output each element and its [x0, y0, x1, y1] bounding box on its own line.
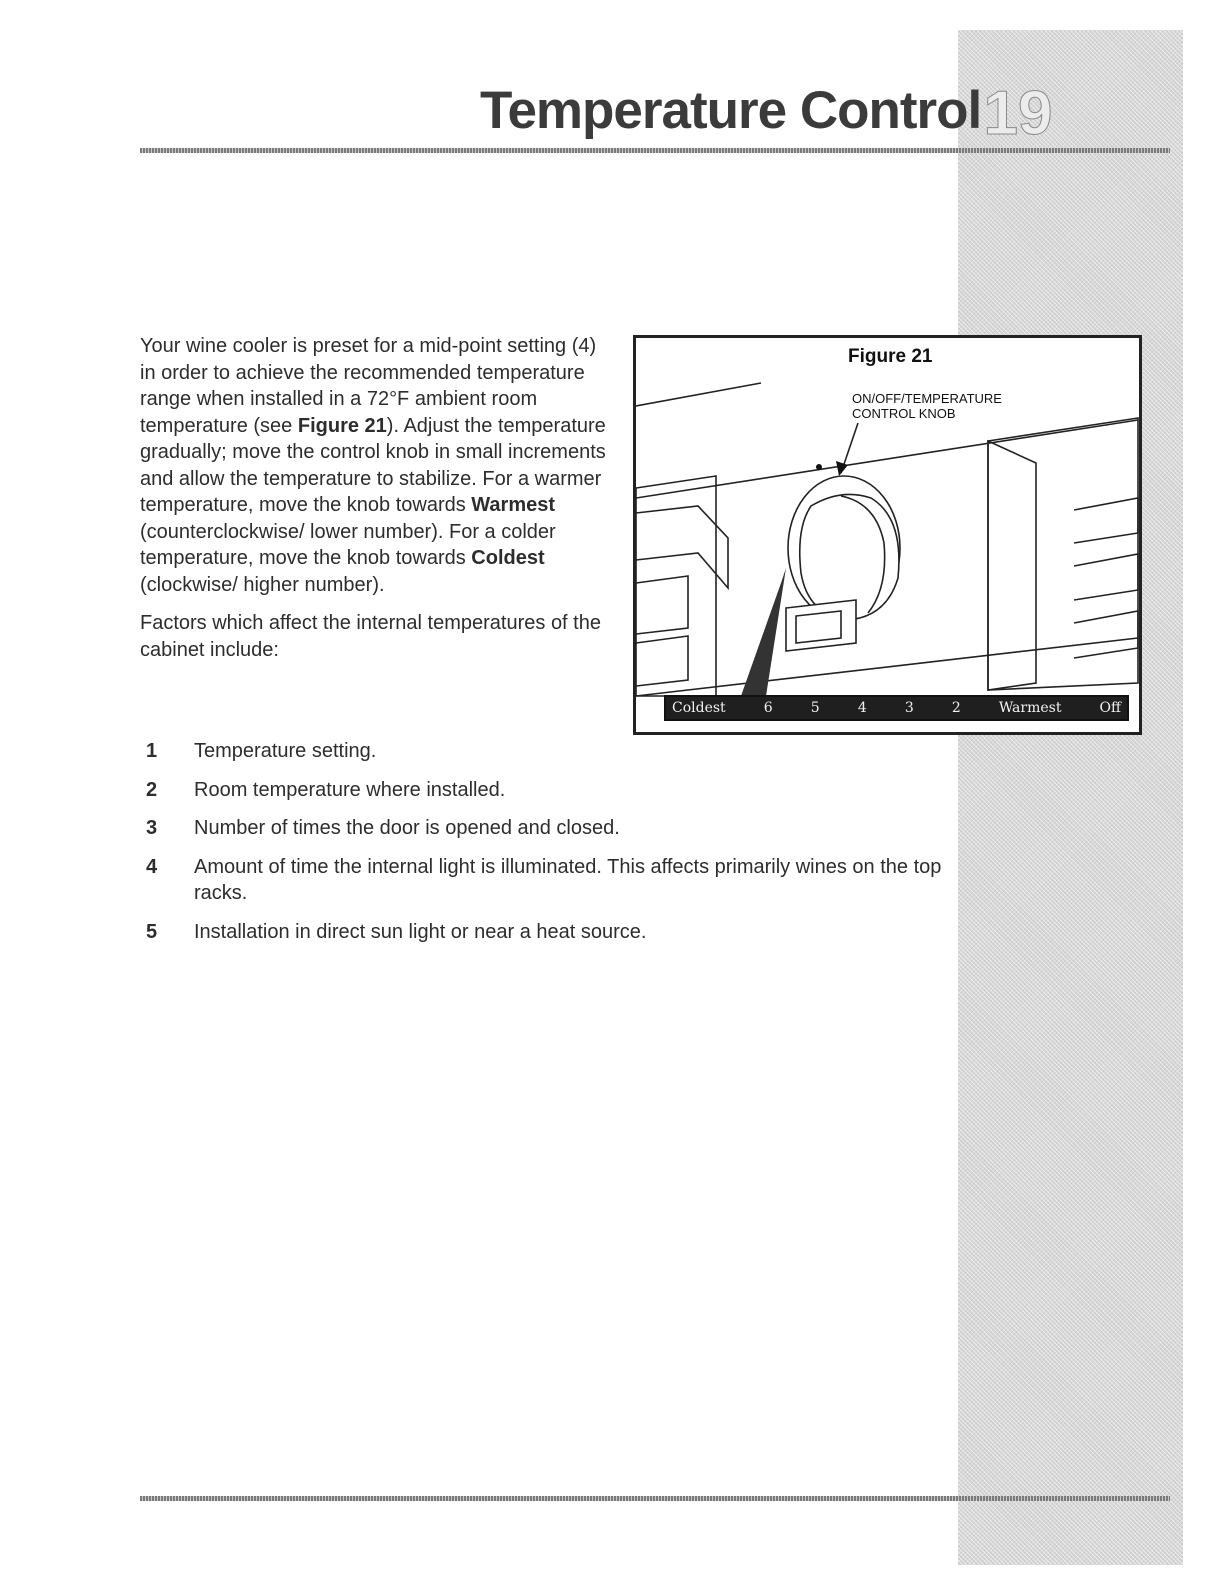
- figure-21: [633, 335, 1142, 735]
- list-item: [140, 777, 960, 804]
- list-number: 2: [146, 778, 158, 801]
- intro-text-4: (clockwise/ higher number).: [140, 573, 385, 596]
- left-hinge: [636, 506, 728, 588]
- list-text: Room temperature where installed.: [194, 778, 506, 801]
- warmest-term: Warmest: [471, 494, 556, 516]
- list-text: Amount of time the internal light is illuminated. This affects primarily wines on the top racks.: [194, 855, 942, 904]
- list-number: 5: [146, 920, 158, 943]
- right-panel: [988, 418, 1138, 690]
- knob-shadow-wedge: [741, 568, 786, 696]
- list-item: [140, 738, 960, 765]
- vent-slot: [636, 576, 688, 634]
- callout-line-2: CONTROL KNOB: [852, 406, 956, 421]
- figure-callout: [852, 391, 1002, 421]
- rocker-switch: [796, 611, 841, 643]
- vent-slot: [636, 636, 688, 686]
- dial-label-6: 6: [763, 700, 773, 716]
- list-number: 1: [146, 740, 158, 762]
- dial-label-3: 3: [904, 700, 914, 716]
- dial-scale: [664, 695, 1129, 721]
- side-band: [958, 30, 1183, 1565]
- dial-label-off: Off: [1099, 700, 1121, 716]
- figure-title: Figure 21: [848, 346, 933, 367]
- footer-rule: [140, 1496, 1170, 1501]
- factors-intro: Factors which affect the internal temperatures of the cabinet include:: [140, 612, 601, 661]
- factors-list: [140, 738, 960, 957]
- list-item: [140, 919, 960, 946]
- knob-indicator-dot: [816, 464, 822, 470]
- list-text: Installation in direct sun light or near a heat source.: [194, 920, 647, 943]
- knob-pointer-icon: [836, 461, 848, 476]
- dial-label-coldest: Coldest: [672, 700, 726, 716]
- list-number: 4: [146, 855, 158, 878]
- intro-paragraph: [140, 333, 610, 598]
- intro-text-2: ). Adjust the temperature gradually; move the control knob in small increments and allow the temperature to stabilize. For a warmer temperature, move the knob towards: [140, 414, 606, 516]
- dial-label-warmest: Warmest: [998, 700, 1062, 716]
- intro-text-1: Your wine cooler is preset for a mid-point setting (4) in order to achieve the recommended temperature range when installed in a 72°F ambient room temperature (see: [140, 335, 597, 437]
- page-number: 19: [983, 79, 1053, 148]
- list-text: Number of times the door is opened and closed.: [194, 817, 620, 839]
- list-number: 3: [146, 817, 158, 839]
- callout-line-1: ON/OFF/TEMPERATURE: [852, 391, 1002, 406]
- list-item: [140, 815, 960, 842]
- body-text: [140, 333, 610, 675]
- intro-text-3: (counterclockwise/ lower number). For a colder temperature, move the knob towards: [140, 520, 556, 569]
- control-panel-top-edge: [636, 420, 1138, 498]
- coldest-term: Coldest: [471, 547, 545, 569]
- dial-label-5: 5: [810, 700, 820, 716]
- vent-slot: [1074, 554, 1138, 600]
- header-rule: [140, 148, 1170, 153]
- dial-label-4: 4: [857, 700, 867, 716]
- cabinet-edge-line: [636, 383, 761, 406]
- dial-label-2: 2: [951, 700, 961, 716]
- vent-slot: [1074, 498, 1138, 543]
- vent-slot: [1074, 611, 1138, 658]
- list-item: [140, 854, 960, 907]
- page-title: Temperature Control: [480, 81, 982, 140]
- figure-reference: Figure 21: [297, 414, 387, 437]
- list-text: Temperature setting.: [194, 740, 377, 762]
